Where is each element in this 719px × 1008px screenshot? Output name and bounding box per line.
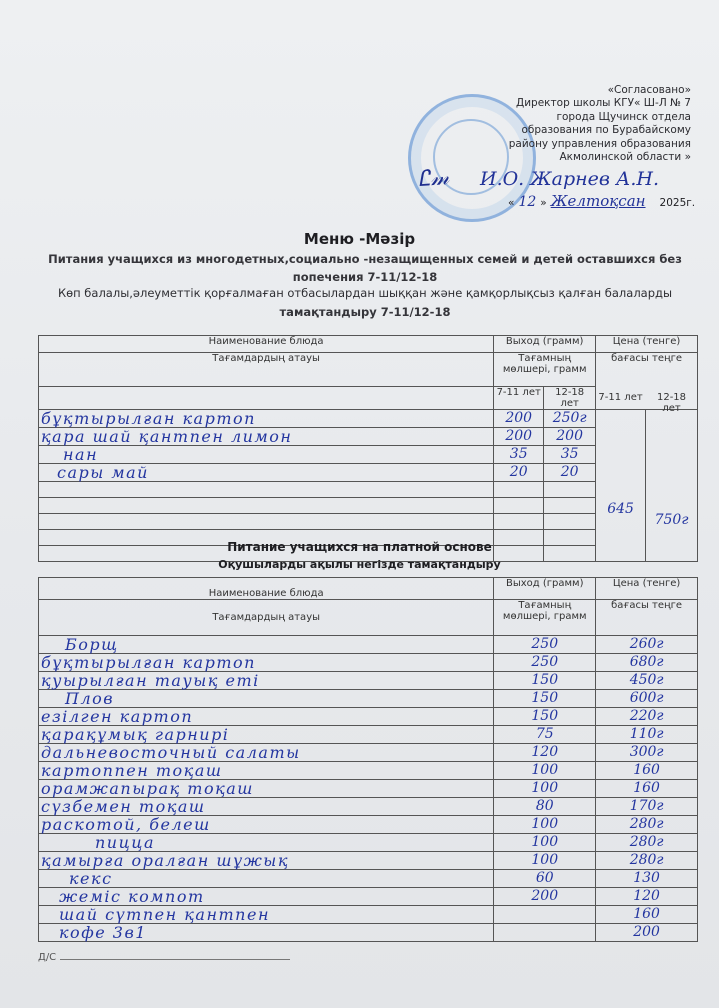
table-row-price: 160 [596,762,698,780]
table-row-price: 280г [596,852,698,870]
age-12-18: 12-18 лет [544,387,596,410]
price-7-11: 645 [607,501,634,517]
header-output-ru: Выход (грамм) [494,578,596,600]
table-row-grams: 250 [494,636,596,654]
age-7-11: 7-11 лет [494,387,544,410]
table-row-name: сүзбемен тоқаш [39,798,494,816]
header-price-ru: Цена (тенге) [596,336,698,353]
table-row-name: қарақұмық гарнирі [39,726,494,744]
table-row-grams: 200 [494,888,596,906]
table-row-name: пицца [39,834,494,852]
date-year: 2025г. [659,197,696,209]
free-meal-table [38,335,698,562]
table-row-grams: 100 [494,762,596,780]
date-month: Желтоқсан [550,192,646,210]
header-output-ru: Выход (грамм) [494,336,596,353]
approval-line: району управления образования [508,137,691,150]
table-row-name: бұқтырылған картоп [39,410,494,428]
table-row-grams [494,906,596,924]
table-row-name: картоппен тоқаш [39,762,494,780]
header-name-kz: Тағамдардың атауы [39,353,494,387]
header-price-kz: бағасы теңге [596,353,698,410]
table-row-name: раскотой, белеш [39,816,494,834]
table-row-name: сары май [39,464,494,482]
table-row-name: Борщ [39,636,494,654]
table-row-name: қуырылған тауық еті [39,672,494,690]
table-row-out-b: 200 [544,428,596,446]
table-row-name: кофе 3в1 [39,924,494,942]
handwritten-signature: Ꮭ𝓂 [417,164,450,193]
table-row-name: шай сүтпен қантпен [39,906,494,924]
header-price-ru: Цена (тенге) [596,578,698,600]
table-row-name: жеміс компот [39,888,494,906]
subtitle-ru: Питания учащихся из многодетных,социально -незащищенных семей и детей оставшихся без [48,252,682,266]
table-row-price: 280г [596,834,698,852]
table-row-grams: 100 [494,816,596,834]
table-row-grams: 100 [494,834,596,852]
table-row-grams: 120 [494,744,596,762]
table-row-out-a: 35 [494,446,544,464]
table-row-name: нан [39,446,494,464]
approval-line: города Щучинск отдела [556,110,691,123]
approver-name: И.О. Жарнев А.Н. [480,168,659,190]
footer-ds [38,952,290,963]
table-row-out-b: 20 [544,464,596,482]
table-row-price: 220г [596,708,698,726]
table-row-out-b: 35 [544,446,596,464]
age-12-18-price-col: 12-18 лет [648,392,695,414]
table-row-grams [494,924,596,942]
header-name-ru: Наименование блюда [39,578,494,600]
section-title-kz: Оқушыларды ақылы негізде тамақтандыру [218,558,501,571]
table-row-name: қара шай қантпен лимон [39,428,494,446]
approval-block [441,84,691,164]
table-row-price: 130 [596,870,698,888]
table-row-grams: 100 [494,852,596,870]
approval-line: «Согласовано» [607,84,691,96]
paid-meal-table [38,577,698,942]
approval-line: образования по Бурабайскому [521,124,691,137]
table-row-grams: 75 [494,726,596,744]
table-row-out-b: 250г [544,410,596,428]
table-row-price: 160 [596,780,698,798]
section-title-ru: Питание учащихся на платной основе [227,540,492,554]
table-row-price: 680г [596,654,698,672]
table-row-price: 170г [596,798,698,816]
table-row-price: 260г [596,636,698,654]
table-row-name: езілген картоп [39,708,494,726]
table-row-out-a: 20 [494,464,544,482]
approval-date: « 12 » Желтоқсан 2025г. [508,192,696,210]
table-row-name: кекс [39,870,494,888]
header-price-kz: бағасы теңге [596,600,698,636]
table-row-price: 300г [596,744,698,762]
table-row-out-a: 200 [494,428,544,446]
table-row-price: 600г [596,690,698,708]
table-row-grams: 150 [494,690,596,708]
table-row-price: 200 [596,924,698,942]
page-title: Меню -Мәзір [303,230,416,248]
header-name-ru: Наименование блюда [39,336,494,353]
table-row-price: 110г [596,726,698,744]
subtitle-kz-2: тамақтандыру 7-11/12-18 [279,305,451,319]
table-row-name: дальневосточный салаты [39,744,494,762]
table-row-name: бұқтырылған картоп [39,654,494,672]
table-row-out-a: 200 [494,410,544,428]
table-row-grams: 150 [494,708,596,726]
approval-line: Акмолинской области » [559,151,691,164]
table-row-grams: 150 [494,672,596,690]
table-row-name: орамжапырақ тоқаш [39,780,494,798]
approval-line: Директор школы КГУ« Ш-Л № 7 [516,97,691,110]
header-output-kz: Тағамның мөлшері, грамм [494,600,596,636]
header-output-kz: Тағамның мөлшері, грамм [494,353,596,387]
subtitle-kz: Көп балалы,әлеуметтік қорғалмаған отбасылардан шыққан және қамқорлықсыз қалған балаларды [57,286,673,300]
table-row-price: 160 [596,906,698,924]
table-row-grams: 60 [494,870,596,888]
date-day: 12 [518,194,537,210]
table-row-price: 280г [596,816,698,834]
age-7-11-price-col: 7-11 лет [598,392,643,403]
subtitle-ru-2: попечения 7-11/12-18 [292,270,438,284]
table-row-grams: 100 [494,780,596,798]
table-row-price: 120 [596,888,698,906]
table-row-price: 450г [596,672,698,690]
table-row-grams: 250 [494,654,596,672]
table-row-name: қамырға оралған шұжық [39,852,494,870]
footer-ds-label: Д/С [38,952,57,963]
price-12-18: 750г [654,512,689,528]
table-row-name: Плов [39,690,494,708]
table-row-grams: 80 [494,798,596,816]
header-name-kz: Тағамдардың атауы [39,600,494,636]
